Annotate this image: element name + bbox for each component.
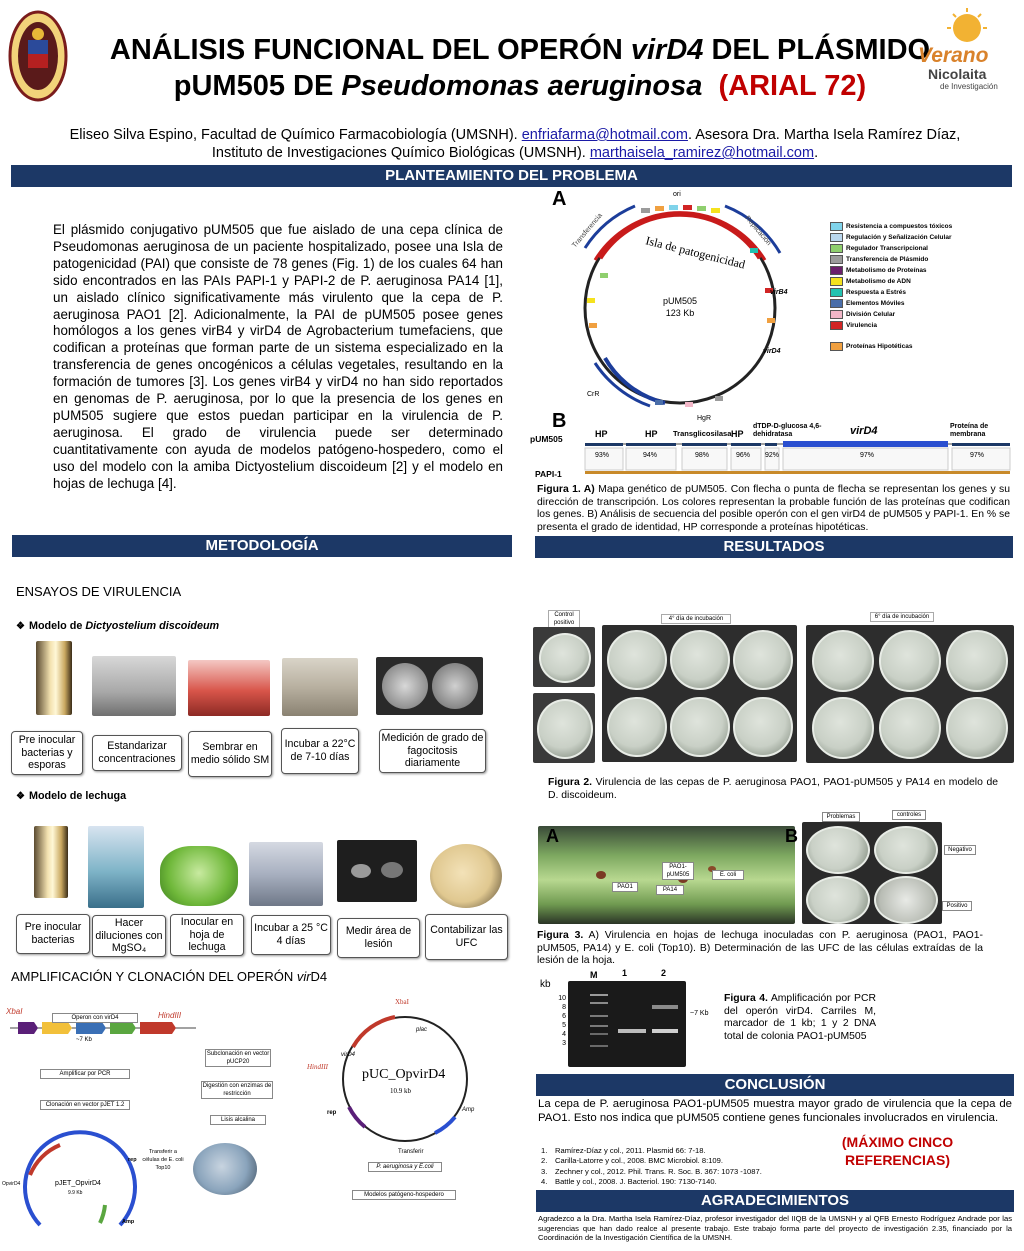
legend-swatch (830, 299, 843, 308)
legend-item (830, 310, 895, 319)
legend-item (830, 233, 951, 242)
puc-hindiii: HindIII (307, 1063, 328, 1071)
pjet-opvird4: OpvirD4 (2, 1181, 21, 1187)
legend-label: Proteínas Hipotéticas (846, 343, 913, 351)
section-agradecimientos: AGRADECIMIENTOS (536, 1190, 1014, 1212)
photo-phagocytosis-plates (376, 657, 483, 715)
photo-spectrophotometer (92, 656, 176, 716)
fig3-label-controles: controles (892, 810, 926, 820)
puc-size: 10.9 kb (390, 1087, 411, 1095)
step-contabilizar-ufc: Contabilizar las UFC (425, 914, 508, 960)
fig3-label-b: B (785, 826, 798, 846)
legend-item (830, 299, 905, 308)
amplificacion-heading: AMPLIFICACIÓN Y CLONACIÓN DEL OPERÓN virD4 (11, 969, 328, 984)
legend-swatch (830, 321, 843, 330)
fig3-label-positivo: Positivo (942, 901, 972, 911)
flow-subclonacion: Subclonación en vector pUCP20 (206, 1051, 270, 1065)
virb4-label: virB4 (770, 289, 788, 296)
figure-1 (525, 188, 1015, 488)
fig1-gene-hp3: HP (731, 429, 744, 439)
ladder-4: 4 (562, 1031, 566, 1038)
fig1-row-label-pum505: pUM505 (530, 434, 563, 444)
model1-heading: ❖ Modelo de Dictyostelium discoideum (16, 620, 220, 632)
step-incubar-22: Incubar a 22°C de 7-10 días (281, 728, 359, 774)
fig2-day4-plates (602, 625, 797, 762)
step-preinocular-bacterias: Pre inocular bacterias (16, 914, 90, 954)
legend-label: Regulador Transcripcional (846, 245, 928, 253)
kb7-label: ~7 Kb (76, 1037, 92, 1043)
fig1-gene-vird4: virD4 (850, 425, 878, 437)
fig1-identity-7: 97% (970, 452, 985, 459)
intro-paragraph: El plásmido conjugativo pUM505 que fue aislado de una cepa clínica de Pseudomonas aeruginosa de un paciente hospitalizado, posee una Isla de patogenicidad (PAI) que consiste de 78 genes (Fig. 1) de los cuales 64 han sido encontrados en las PAIs PAPI-1 y PAPI-2 de P. aeruginosa PA14 [1], un aislado clínico significativamente más virulento que la cepa de P. aeruginosa PAO1 [2]. Adicionalmente, la PAI de pUM505 posee genes homólogos a los genes virB4 y virD4 de Agrobacterium tumefaciens, que codifican a proteínas que forman parte de un sistema especializado en la transferencia de genes oncogénicos a células vegetales, resultando en la formación de tumores [3]. Los genes virB4 y virD4 no han sido reportados en genomas de P. aeruginosa, por lo que la presencia de los genes en pUM505 sugiere que estos puedan participar en la virulencia de P. aeruginosa. El grado de virulencia puede ser determinado cuantitativamente con ayuda de modelos patógeno-hospedero, como el uso del modelo con la amiba Dictyostelium discoideum [2] y el modelo en hojas de lechuga [4]. (53, 222, 503, 491)
crr-label: CrR (587, 391, 600, 398)
advisor-email-link[interactable]: marthaisela_ramirez@hotmail.com (589, 145, 815, 161)
legend-swatch (830, 266, 843, 275)
fig1-legend (830, 222, 1015, 372)
photo-lettuce-leaf (160, 846, 238, 906)
section-resultados: RESULTADOS (535, 536, 1013, 558)
legend-swatch (830, 244, 843, 253)
step-estandarizar: Estandarizar concentraciones (92, 735, 182, 771)
legend-label: Metabolismo de ADN (846, 278, 911, 286)
references-note: (MÁXIMO CINCO REFERENCIAS) (841, 1134, 954, 1168)
umsnh-logo (8, 10, 68, 102)
gel-lane-2: 2 (661, 968, 667, 978)
fig2-label-day4: 4° día de incubación (661, 614, 731, 624)
fig1-label-b: B (552, 410, 567, 432)
logo-word-verano: Verano (918, 44, 989, 67)
ladder-10: 10 (558, 995, 566, 1002)
references-list (541, 1146, 811, 1188)
pjet-rep: rep (128, 1157, 137, 1163)
fig1-identity-3: 98% (695, 452, 710, 459)
poster-title: ANÁLISIS FUNCIONAL DEL OPERÓN virD4 DEL PLÁSMIDO pUM505 DE Pseudomonas aeruginosa (ARIAL 72) (109, 34, 931, 102)
fig3-ufc-plates (802, 822, 942, 924)
fig1-row-label-papi1: PAPI-1 (535, 469, 562, 479)
plasmid-name: pUM505 (662, 296, 698, 306)
author-email-link[interactable]: enfriafarma@hotmail.com (521, 127, 688, 143)
legend-label: Respuesta a Estrés (846, 289, 906, 297)
pjet-size: 9.9 Kb (68, 1190, 83, 1196)
legend-item (830, 342, 912, 351)
fig1-gene-membrana: Proteína de membrana (950, 423, 989, 438)
flow-transferir-celulas: Transferir a células de E. coli Top10 (142, 1149, 184, 1171)
legend-item (830, 266, 927, 275)
vird4-label: virD4 (763, 348, 781, 355)
flow-lisis: Lisis alcalina (210, 1115, 266, 1125)
gel-lane-1: 1 (622, 968, 628, 978)
fig3-caption: Figura 3. A) Virulencia en hojas de lechuga inoculadas con P. aeruginosa (PAO1, PAO1-pUM505, PA14) y E. coli (Top10). B) Determinación de las UFC de las células extraídas de la lesión de la hoja. (537, 930, 983, 967)
legend-swatch (830, 277, 843, 286)
flow-clonacion: Clonación en vector pJET 1.2 (40, 1100, 130, 1110)
fig2-day6-plates (806, 625, 1014, 763)
flow-digestion: Digestión con enzimas de restricción (202, 1083, 272, 1097)
fig1-gene-hp2: HP (645, 429, 658, 439)
fig1-caption: Figura 1. A) Mapa genético de pUM505. Con flecha o punta de flecha se representan los genes y su dirección de transcripción. Los colores representan la probable función de las proteínas que codifican los genes. B) Análisis de secuencia del posible operón con el gen virD4 de pUM505 y PAPI-1. En % se presenta el grado de identidad, HP corresponde a proteínas hipotéticas. (537, 484, 1010, 533)
legend-item (830, 288, 906, 297)
replication-label: Replicación (743, 214, 773, 248)
model2-heading: ❖ Modelo de lechuga (16, 790, 127, 802)
gel-kb-label: kb (540, 979, 551, 990)
step-preinocular-bacterias-esporas: Pre inocular bacterias y esporas (11, 731, 83, 775)
operon-comparison (585, 440, 1015, 480)
fig3-label-pao1pum505: PAO1-pUM505 (662, 862, 694, 880)
fig1-label-a: A (552, 188, 567, 210)
transferir-label: Transferir (398, 1149, 424, 1155)
fig3-label-problemas: Problemas (822, 812, 860, 822)
transfer-label: Transferencia (571, 212, 604, 250)
reference-2: 2. Carilla-Latorre y col., 2008. BMC Microbiol. 8:109. (541, 1156, 723, 1166)
legend-swatch (830, 222, 843, 231)
step-sembrar: Sembrar en medio sólido SM (188, 731, 272, 777)
fig1-identity-6: 97% (860, 452, 875, 459)
conclusion-paragraph: La cepa de P. aeruginosa PAO1-pUM505 muestra mayor grado de virulencia que la cepa de PAO1. Esto nos indica que pUM505 contiene genes funcionales involucrados en virulencia. (538, 1098, 1012, 1124)
fig4-caption: Figura 4. Amplificación por PCR del operón virD4. Carriles M, marcador de 1 kb; 1 y 2 DNA total de colonia PAO1-pUM505 (724, 993, 876, 1042)
fig3-label-pao1: PAO1 (612, 882, 638, 892)
fig3-label-negativo: Negativo (944, 845, 976, 855)
legend-swatch (830, 288, 843, 297)
gel-ladder-labels (548, 994, 566, 1054)
photo-ufc-plate (430, 844, 502, 908)
fig3-label-a: A (546, 826, 559, 846)
legend-swatch (830, 342, 843, 351)
puc-name: pUC_OpvirD4 (362, 1067, 446, 1082)
acknowledgements-paragraph: Agradezco a la Dra. Martha Isela Ramírez-Díaz, profesor investigador del IIQB de la UMSNH y al QFB Ernesto Rodríguez Andrade por las sugerencias que han dado realce al presente trabajo. Este trabajo forma parte del proyecto de investigación 2.35, financiado por la Coordinación de la Investigación Científica de la UMSNH. (538, 1214, 1012, 1243)
ensayos-heading: ENSAYOS DE VIRULENCIA (16, 584, 182, 599)
puc-vird4: virD4 (341, 1052, 356, 1058)
legend-item (830, 255, 928, 264)
plasmid-size: 123 Kb (665, 308, 695, 318)
operon-box-label: Operon con virD4 (52, 1013, 138, 1023)
section-metodologia: METODOLOGÍA (12, 535, 512, 557)
island-label: Isla de patogenicidad (644, 233, 747, 272)
gel-lane-m: M (590, 970, 598, 980)
fig2-label-control: Control positivo (548, 610, 580, 628)
legend-item (830, 222, 952, 231)
fig2-label-day6: 6° día de incubación (870, 612, 934, 622)
step-inocular-hoja: Inocular en hoja de lechuga (170, 914, 244, 956)
pjet-amp: Amp (122, 1219, 135, 1225)
photo-dilutions (88, 826, 144, 908)
photo-petri-stack (188, 660, 270, 716)
step-medir-lesion: Medir área de lesión (337, 918, 420, 958)
flow-modelos: Modelos patógeno-hospedero (352, 1190, 456, 1200)
flow-pa-ecoli: P. aeruginosa y E.coli (368, 1162, 442, 1172)
fig1-identity-2: 94% (643, 452, 658, 459)
photo-colonies-plate (193, 1143, 257, 1195)
ori-label: ori (673, 191, 681, 198)
logo-word-investigacion: de Investigación (940, 82, 998, 91)
gel-image (568, 981, 686, 1067)
legend-item (830, 277, 911, 286)
puc-rep: rep (327, 1110, 337, 1116)
logo-word-nicolaita: Nicolaita (928, 66, 987, 82)
fig1-gene-transglicosilasa: Transglicosilasa (673, 429, 732, 438)
legend-swatch (830, 233, 843, 242)
fig1-gene-hp1: HP (595, 429, 608, 439)
ladder-3: 3 (562, 1040, 566, 1047)
gel-band-label: ~7 Kb (690, 1010, 709, 1017)
legend-label: Virulencia (846, 322, 877, 330)
diamond-bullet-icon: ❖ (16, 791, 25, 802)
reference-1: 1. Ramírez-Díaz y col., 2011. Plasmid 66: 7-18. (541, 1146, 706, 1155)
fig1-identity-5: 92% (765, 452, 780, 459)
legend-item (830, 321, 877, 330)
fig3-label-pa14: PA14 (656, 885, 684, 895)
ladder-8: 8 (562, 1004, 566, 1011)
reference-3: 3. Zechner y col., 2012. Phil. Trans. R. Soc. B. 367: 1073 -1087. (541, 1166, 762, 1176)
pjet-name: pJET_OpvirD4 (55, 1180, 101, 1187)
hgr-label: HgR (697, 415, 712, 422)
puc-xbai: XbaI (395, 998, 409, 1006)
xbai-site-label: XbaI (6, 1007, 23, 1016)
legend-swatch (830, 310, 843, 319)
fig2-control-plate-top (533, 627, 595, 687)
section-planteamiento: PLANTEAMIENTO DEL PROBLEMA (11, 165, 1012, 187)
hindiii-site-label: HindIII (158, 1011, 182, 1020)
legend-label: Transferencia de Plásmido (846, 256, 929, 264)
fig1-gene-dtdp: dTDP-D-glucosa 4,6-dehidratasa (753, 423, 822, 438)
legend-label: Metabolismo de Proteínas (846, 267, 927, 275)
legend-label: Elementos Móviles (846, 300, 905, 308)
authors: Eliseo Silva Espino, Facultad de Químico Farmacobiología (UMSNH). enfriafarma@hotmail.com. Asesora Dra. Martha Isela Ramírez Díaz, Instituto de Investigaciones Químico Biológicas (UMSNH). marthaisela_ramirez@hotmail.com. (69, 127, 961, 161)
fig1-identity-4: 96% (736, 452, 751, 459)
plasmid-map (545, 188, 815, 422)
legend-label: Regulación y Señalización Celular (846, 234, 952, 242)
photo-culture-tube-2 (34, 826, 68, 898)
section-conclusion: CONCLUSIÓN (536, 1074, 1014, 1096)
step-medicion: Medición de grado de fagocitosis diariamente (379, 729, 486, 773)
puc-plac: plac (416, 1027, 428, 1033)
legend-item (830, 244, 928, 253)
reference-4: 4. Battle y col., 2008. J. Bacteriol. 190: 7130-7140. (541, 1177, 717, 1187)
photo-incubator (282, 658, 358, 716)
diamond-bullet-icon: ❖ (16, 621, 25, 632)
flow-amplificar: Amplificar por PCR (40, 1069, 130, 1079)
ladder-5: 5 (562, 1022, 566, 1029)
photo-incubator-2 (249, 842, 323, 906)
legend-label: División Celular (846, 311, 896, 319)
fig2-caption: Figura 2. Virulencia de las cepas de P. aeruginosa PAO1, PAO1-pUM505 y PA14 en modelo de D. discoideum. (548, 777, 998, 801)
cloning-diagram (0, 995, 520, 1231)
fig3-label-ecoli: E. coli (712, 870, 744, 880)
legend-label: Resistencia a compuestos tóxicos (846, 223, 953, 231)
photo-culture-tube (36, 641, 72, 715)
legend-swatch (830, 255, 843, 264)
step-diluciones: Hacer diluciones con MgSO₄ (92, 915, 166, 957)
puc-amp: Amp (462, 1107, 475, 1113)
verano-nicolaita-logo (914, 8, 1020, 98)
fig1-identity-1: 93% (595, 452, 610, 459)
fig2-control-plate-bottom (533, 693, 595, 763)
ladder-6: 6 (562, 1013, 566, 1020)
step-incubar-25: Incubar a 25 °C 4 días (251, 915, 331, 955)
photo-lesion-measure (337, 840, 417, 902)
